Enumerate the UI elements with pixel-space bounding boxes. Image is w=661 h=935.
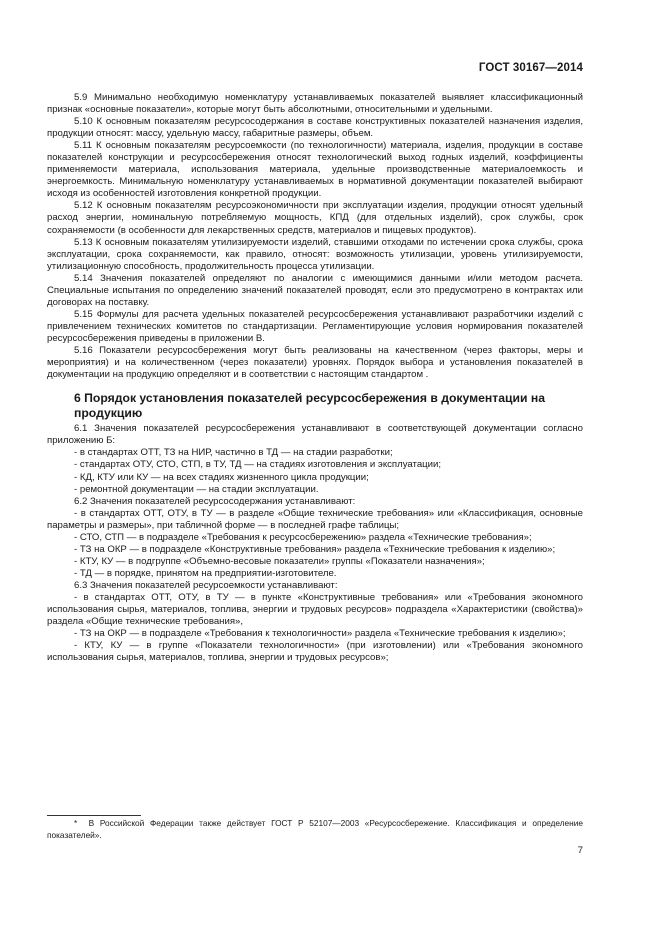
- footnote-divider: [47, 815, 141, 816]
- paragraph-5-16-text: 5.16 Показатели ресурсосбережения могут быть реализованы на качественном (через факторы, меры и мероприятия) и на количественном (через показатели) уровнях. Порядок выбора и установления показателей в документации на продукцию определяют и в соответствии с настоящим стандартом: [47, 344, 583, 381]
- paragraph-5-14: 5.14 Значения показателей определяют по аналогии с имеющимися данными и/или методом расчета. Специальные испытания по определению значений показателей проводят, если это предусмотрено в контрактах или договорах на поставку.: [47, 272, 583, 308]
- paragraph-5-16: [47, 345, 583, 381]
- footnote-reference: *: [423, 366, 426, 374]
- paragraph-5-13: 5.13 К основным показателям утилизируемости изделий, ставшими отходами по истечении срока службы, срока эксплуатации, срока сохраняемости, как правило, относят: возможность утилизации, уровень утилизируемости, утилизационную способность, продолжительность процесса утилизации.: [47, 236, 583, 272]
- paragraph-5-9: 5.9 Минимально необходимую номенклатуру устанавливаемых показателей выявляет классификационный признак «основные показатели», которые могут быть абсолютными, относительными и удельными.: [47, 92, 583, 116]
- footnote: [47, 818, 583, 841]
- section-6-line: 6.2 Значения показателей ресурсосодержания устанавливают:: [74, 495, 356, 507]
- section-6-line: - ремонтной документации — на стадии эксплуатации.: [74, 483, 319, 495]
- section-6-line: - ТЗ на ОКР — в подразделе «Требования к технологичности» раздела «Технические требования к изделию»;: [74, 628, 566, 640]
- paragraph-5-15: 5.15 Формулы для расчета удельных показателей ресурсосбережения устанавливают разработчики изделий с привлечением технических комитетов по стандартизации. Регламентирующие условия нормирования показателей ресурсосбережения приведены в приложении В.: [47, 308, 583, 344]
- section-6-line: - КД, КТУ или КУ — на всех стадиях жизненного цикла продукции;: [74, 471, 369, 483]
- section-6-line: 6.1 Значения показателей ресурсосбережения устанавливают в соответствующей документации согласно приложению Б:: [47, 423, 583, 447]
- section-6-line: 6.3 Значения показателей ресурсоемкости устанавливают:: [74, 579, 338, 591]
- section-6-line: - ТЗ на ОКР — в подразделе «Конструктивные требования» раздела «Технические требования к изделию»;: [74, 543, 556, 555]
- paragraph-5-12: 5.12 К основным показателям ресурсоэкономичности при эксплуатации изделия, продукции относят удельный расход энергии, номинальную потребляемую мощность, КПД (для отдельных изделий), срок службы, срок сохраняемости (в особенности для лекарственных средств, материалов и пищевых продуктов).: [47, 200, 583, 236]
- footnote-mark: *: [74, 818, 78, 828]
- section-6-line: - в стандартах ОТТ, ТЗ на НИР, частично в ТД — на стадии разработки;: [74, 447, 393, 459]
- section-6-line: - СТО, СТП — в подразделе «Требования к ресурсосбережению» раздела «Технические требования»;: [74, 531, 532, 543]
- section-6-line: - в стандартах ОТТ, ОТУ, в ТУ — в разделе «Общие технические требования» или «Классификация, основные параметры и размеры», при табличной форме — в последней графе таблицы;: [47, 507, 583, 531]
- document-body: [47, 92, 583, 664]
- section-6-line: - КТУ, КУ — в группе «Показатели технологичности» (при изготовлении) или «Требования экономного использования сырья, материалов, топлива, энергии и трудовых ресурсов»;: [47, 640, 583, 664]
- paragraph-5-10: 5.10 К основным показателям ресурсосодержания в составе конструктивных показателей назначения изделия, продукции относят: массу, удельную массу, габаритные размеры, объем.: [47, 116, 583, 140]
- section-6-body: [47, 423, 583, 664]
- section-6-line: - ТД — в порядке, принятом на предприятии-изготовителе.: [74, 567, 337, 579]
- paragraph-5-16-tail: .: [425, 369, 429, 381]
- footnote-text: В Российской Федерации также действует ГОСТ Р 52107—2003 «Ресурсосбережение. Классификация и определение показателей».: [47, 818, 583, 840]
- section-6-title: 6 Порядок установления показателей ресурсосбережения в документации на продукцию: [74, 391, 546, 420]
- paragraph-5-11: 5.11 К основным показателям ресурсоемкости (по технологичности) материала, изделия, продукции в составе показателей конструкции и ресурсосбережения относят технологический выход годных изделий, коэффициенты применяемости материала, использования материала, удельные производственные материалоемкость и энергоемкость. Минимальную номенклатуру устанавливаемых в нормативной документации показателей выбирают исходя из особенностей изготовления конкретной продукции.: [47, 140, 583, 200]
- section-6-line: - стандартах ОТУ, СТО, СТП, в ТУ, ТД — на стадиях изготовления и эксплуатации;: [74, 459, 442, 471]
- section-6-line: - КТУ, КУ — в подгруппе «Объемно-весовые показатели» группы «Показатели назначения»;: [74, 555, 485, 567]
- section-6-line: - в стандартах ОТТ, ОТУ, в ТУ — в пункте «Конструктивные требования» или «Требования экономного использования сырья, материалов, топлива, энергии и трудовых ресурсов» подраздела «Характеристики (свойства)» раздела «Общие технические требования»,: [47, 591, 583, 628]
- document-id-header: ГОСТ 30167—2014: [478, 62, 583, 74]
- page-number: 7: [577, 845, 583, 856]
